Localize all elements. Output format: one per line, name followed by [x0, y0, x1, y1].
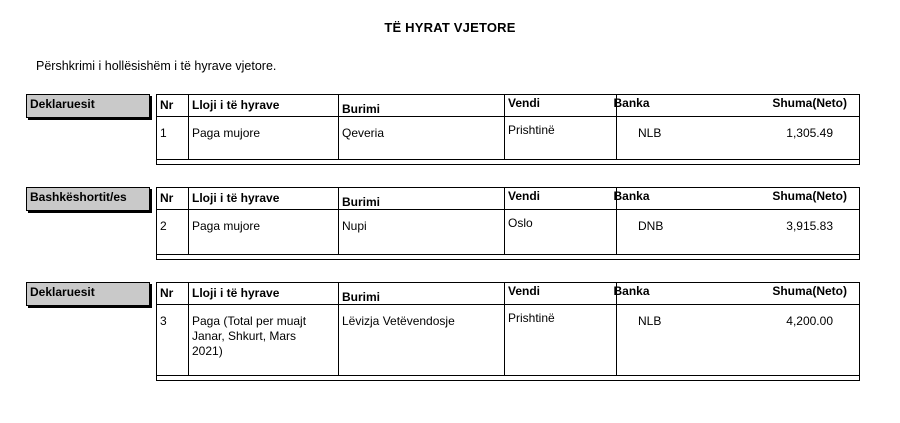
header-income-type: Lloji i të hyrave [188, 188, 338, 209]
header-nr: Nr [160, 98, 174, 112]
cell-source: Lëvizja Vetëvendosje [338, 305, 504, 375]
income-table [156, 282, 860, 381]
cell-place: Oslo [504, 210, 616, 254]
header-nr: Nr [160, 286, 174, 300]
header-bank: Banka [613, 96, 650, 110]
cell-place: Prishtinë [504, 117, 616, 159]
section-role-label: Bashkëshortit/es [26, 187, 150, 211]
header-place: Vendi [504, 95, 616, 116]
header-source: Burimi [338, 283, 504, 304]
cell-bank: NLB [638, 126, 662, 140]
table-header-row [157, 188, 859, 210]
cell-source: Nupi [338, 210, 504, 254]
section-role-label: Deklaruesit [26, 282, 150, 306]
header-amount: Shuma(Neto) [772, 284, 847, 298]
income-table [156, 187, 860, 260]
section-role-label: Deklaruesit [26, 94, 150, 118]
cell-place: Prishtinë [504, 305, 616, 375]
header-income-type: Lloji i të hyrave [188, 95, 338, 116]
cell-bank: NLB [638, 314, 662, 328]
page-description: Përshkrimi i hollësishëm i të hyrave vjetore. [36, 59, 277, 73]
header-nr: Nr [160, 191, 174, 205]
cell-amount: 1,305.49 [786, 126, 833, 140]
cell-income-type: Paga mujore [188, 117, 338, 159]
cell-amount: 4,200.00 [786, 314, 833, 328]
cell-amount: 3,915.83 [786, 219, 833, 233]
header-amount: Shuma(Neto) [772, 189, 847, 203]
cell-income-type: Paga (Total per muajt Janar, Shkurt, Mars 2021) [188, 305, 338, 375]
cell-nr: 2 [160, 219, 167, 233]
header-amount: Shuma(Neto) [772, 96, 847, 110]
header-bank: Banka [613, 189, 650, 203]
header-income-type: Lloji i të hyrave [188, 283, 338, 304]
cell-bank: DNB [638, 219, 664, 233]
table-row [157, 305, 859, 375]
table-header-row [157, 283, 859, 305]
table-header-row [157, 95, 859, 117]
cell-income-type: Paga mujore [188, 210, 338, 254]
header-source: Burimi [338, 188, 504, 209]
cell-source: Qeveria [338, 117, 504, 159]
header-source: Burimi [338, 95, 504, 116]
table-row [157, 117, 859, 159]
header-bank: Banka [613, 284, 650, 298]
table-row [157, 210, 859, 254]
header-place: Vendi [504, 188, 616, 209]
income-table [156, 94, 860, 165]
header-place: Vendi [504, 283, 616, 304]
page-title: TË HYRAT VJETORE [384, 20, 516, 35]
cell-nr: 1 [160, 126, 167, 140]
cell-nr: 3 [160, 314, 167, 328]
